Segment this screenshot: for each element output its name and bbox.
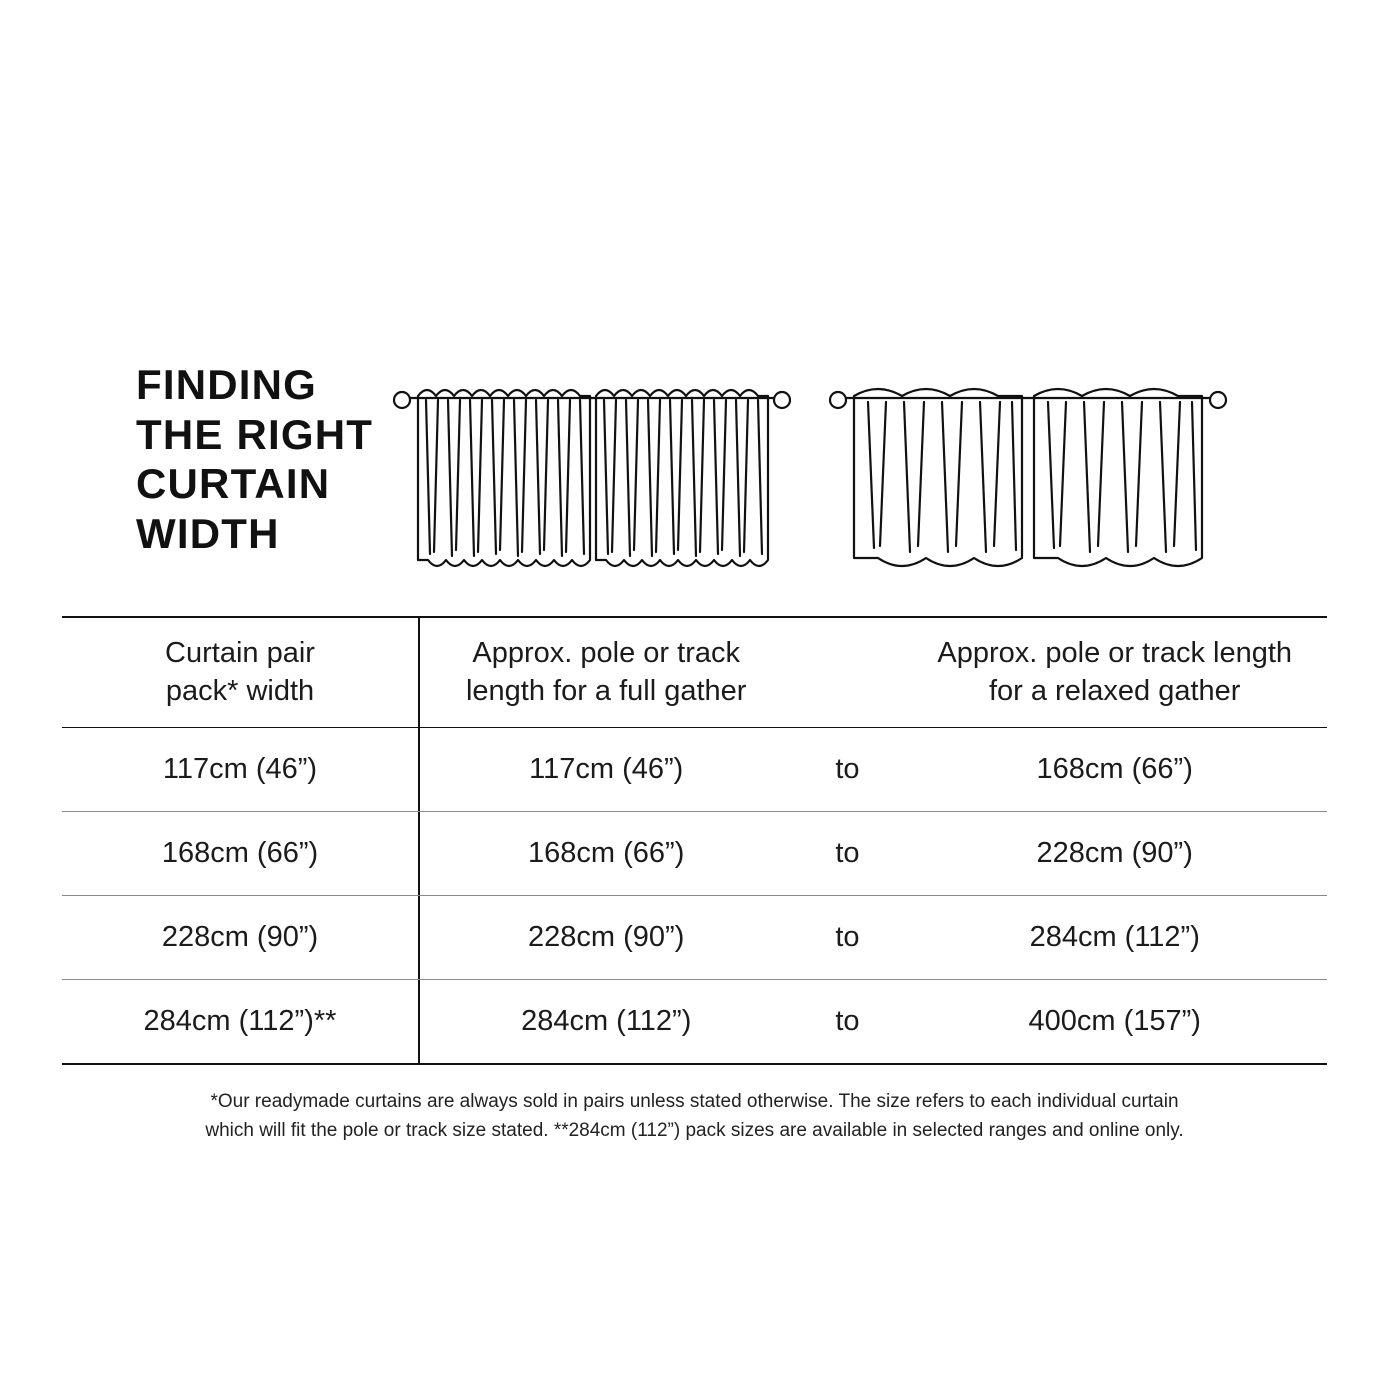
header-relaxed-gather-line-1: Approx. pole or track length xyxy=(937,637,1293,669)
cell-full-gather: 284cm (112”) xyxy=(521,1004,692,1037)
cell-full-gather: 228cm (90”) xyxy=(528,920,685,953)
cell-to: to xyxy=(835,920,860,953)
footnote-line-2: which will fit the pole or track size stated. **284cm (112”) pack sizes are available in selected ranges and online only. xyxy=(205,1119,1184,1141)
cell-relaxed-gather: 228cm (90”) xyxy=(1036,836,1193,869)
cell-pack-width: 284cm (112”)** xyxy=(62,980,420,1063)
cell-full-gather: 168cm (66”) xyxy=(528,836,685,869)
table-row xyxy=(62,728,1327,812)
page-title-line-1: FINDING xyxy=(136,361,318,408)
curtain-width-table xyxy=(62,616,1327,1065)
header-cell-spacer xyxy=(792,656,902,688)
header-full-gather-line-1: Approx. pole or track xyxy=(472,637,740,669)
header-full-gather-line-2: length for a full gather xyxy=(465,675,747,708)
full-gather-curtain-illustration xyxy=(392,366,792,581)
table-header-row xyxy=(62,618,1327,728)
header-cells-right xyxy=(420,618,1327,727)
header-pack-width-line-2: pack* width xyxy=(165,675,315,708)
cell-to: to xyxy=(835,1004,860,1037)
cell-to: to xyxy=(835,836,860,869)
cell-relaxed-gather: 284cm (112”) xyxy=(1029,920,1200,953)
table-row xyxy=(62,812,1327,896)
footnote xyxy=(62,1087,1327,1146)
header-area xyxy=(62,360,1327,608)
table-row xyxy=(62,980,1327,1065)
cell-pack-width: 228cm (90”) xyxy=(62,896,420,979)
page-title-line-2: THE RIGHT xyxy=(136,410,374,458)
cell-full-gather: 117cm (46”) xyxy=(529,752,684,785)
table-row xyxy=(62,896,1327,980)
cell-pack-width: 117cm (46”) xyxy=(62,728,420,811)
cell-pack-width: 168cm (66”) xyxy=(62,812,420,895)
page-title-line-4: WIDTH xyxy=(136,509,280,557)
header-cell-relaxed-gather xyxy=(902,618,1327,727)
header-cell-full-gather xyxy=(420,618,792,727)
illustration-group xyxy=(362,360,1327,581)
guide-content xyxy=(62,360,1327,1145)
header-pack-width-line-1: Curtain pair xyxy=(165,637,315,669)
page-title-line-3: CURTAIN xyxy=(136,460,331,508)
header-cell-pack-width xyxy=(62,618,420,727)
page-title xyxy=(62,360,374,558)
footnote-line-1: *Our readymade curtains are always sold in pairs unless stated otherwise. The size refers to each individual curtain xyxy=(210,1090,1179,1112)
relaxed-gather-curtain-illustration xyxy=(828,366,1228,581)
header-relaxed-gather-line-2: for a relaxed gather xyxy=(988,675,1241,708)
cell-relaxed-gather: 168cm (66”) xyxy=(1036,752,1193,785)
cell-relaxed-gather: 400cm (157”) xyxy=(1028,1004,1201,1037)
cell-to: to xyxy=(835,752,860,785)
